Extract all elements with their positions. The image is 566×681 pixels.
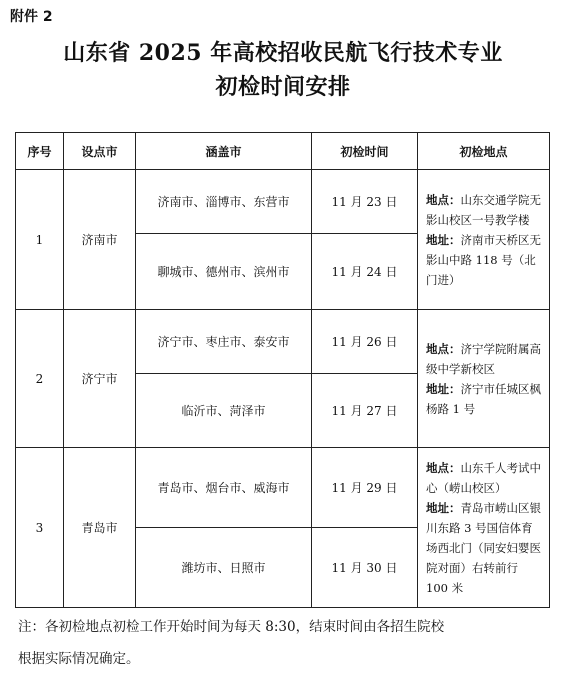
row-covered: 潍坊市、日照市: [136, 528, 312, 608]
place-label: 地点：: [426, 341, 461, 356]
row-location: [418, 448, 550, 608]
address-label: 地址：: [426, 500, 461, 515]
header-location: 初检地点: [418, 133, 550, 170]
row-time: 11 月 24 日: [312, 234, 418, 310]
document-title: 山东省 2025 年高校招收民航飞行技术专业: [63, 40, 503, 66]
address-value: 青岛市崂山区银川东路 3 号国信体育场西北门（同安妇婴医院对面）右转前行 100 米: [426, 500, 541, 595]
row-covered: 青岛市、烟台市、威海市: [136, 448, 312, 528]
row-time: 11 月 26 日: [312, 310, 418, 374]
table-row: [16, 310, 550, 374]
address-label: 地址：: [426, 381, 461, 396]
place-label: 地点：: [426, 192, 461, 207]
address-value: 济南市天桥区无影山中路 118 号（北门进）: [426, 232, 541, 287]
schedule-table: [15, 132, 550, 608]
row-covered: 临沂市、菏泽市: [136, 374, 312, 448]
table-header-row: [16, 133, 550, 170]
header-city: 设点市: [64, 133, 136, 170]
document-subtitle: 初检时间安排: [215, 74, 351, 100]
address-value: 济宁市任城区枫杨路 1 号: [426, 381, 541, 416]
row-time: 11 月 27 日: [312, 374, 418, 448]
row-covered: 济宁市、枣庄市、泰安市: [136, 310, 312, 374]
row-no: 3: [16, 448, 64, 608]
place-label: 地点：: [426, 460, 461, 475]
footnote-line-1: 注：各初检地点初检工作开始时间为每天 8:30，结束时间由各招生院校: [18, 619, 445, 635]
row-covered: 聊城市、德州市、滨州市: [136, 234, 312, 310]
header-covered: 涵盖市: [136, 133, 312, 170]
row-city: 济南市: [64, 170, 136, 310]
row-covered: 济南市、淄博市、东营市: [136, 170, 312, 234]
row-time: 11 月 23 日: [312, 170, 418, 234]
place-value: 山东交通学院无影山校区一号教学楼: [426, 192, 541, 227]
row-no: 2: [16, 310, 64, 448]
header-no: 序号: [16, 133, 64, 170]
row-time: 11 月 30 日: [312, 528, 418, 608]
attachment-label: 附件 2: [10, 9, 53, 25]
row-no: 1: [16, 170, 64, 310]
header-time: 初检时间: [312, 133, 418, 170]
table-row: [16, 448, 550, 528]
place-value: 济宁学院附属高级中学新校区: [426, 341, 541, 376]
footnote-line-2: 根据实际情况确定。: [18, 651, 140, 667]
table-row: [16, 170, 550, 234]
address-label: 地址：: [426, 232, 461, 247]
row-city: 济宁市: [64, 310, 136, 448]
row-time: 11 月 29 日: [312, 448, 418, 528]
row-city: 青岛市: [64, 448, 136, 608]
place-value: 山东千人考试中心（崂山校区）: [426, 460, 541, 495]
row-location: [418, 310, 550, 448]
row-location: [418, 170, 550, 310]
